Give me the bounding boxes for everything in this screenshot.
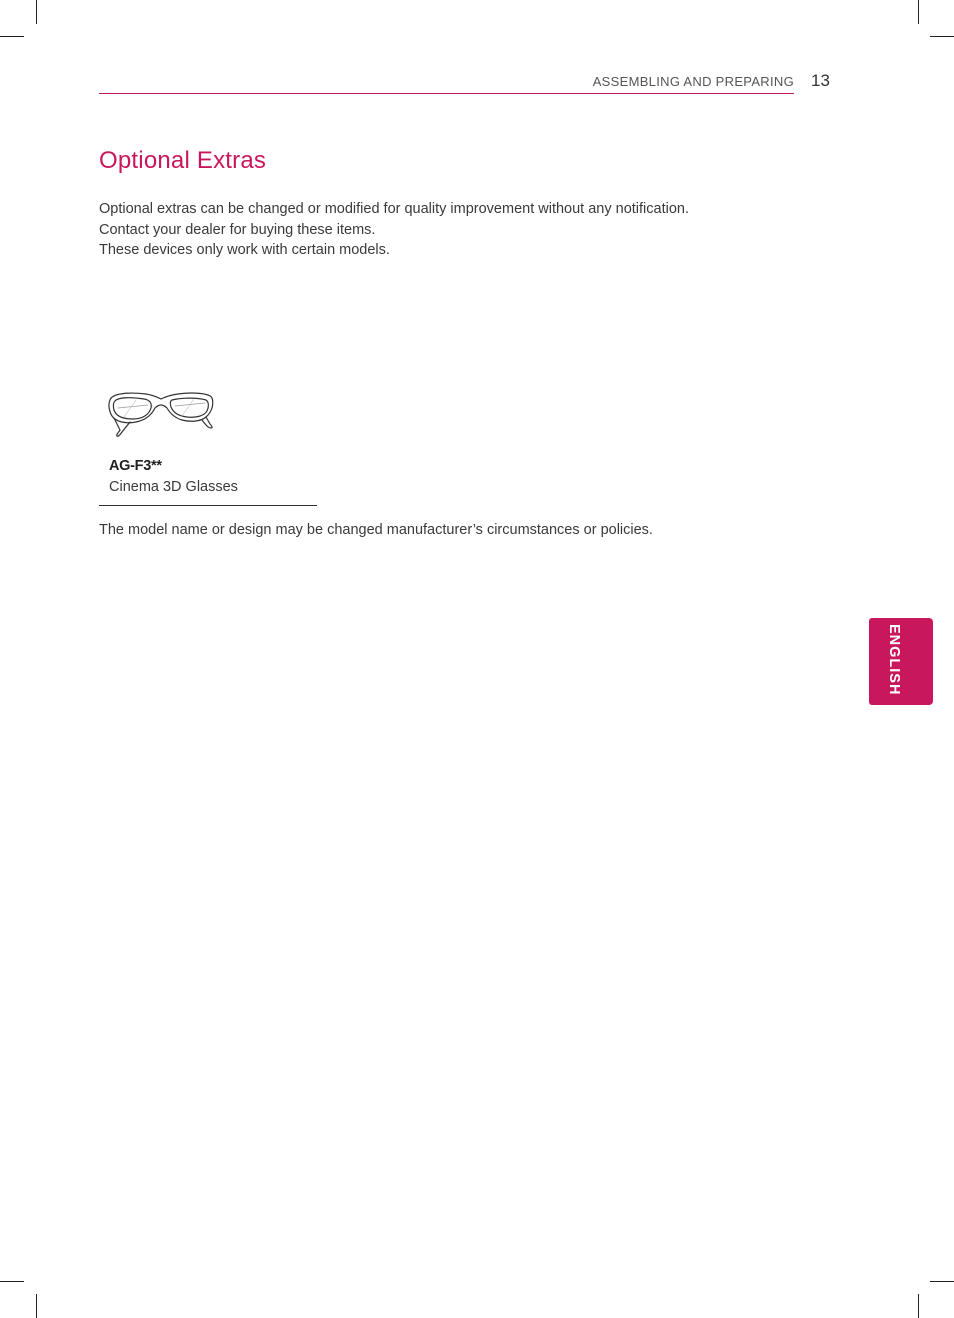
language-tab-label: ENGLISH (886, 624, 902, 696)
crop-mark-bottom-left-v (36, 1294, 37, 1318)
model-description: Cinema 3D Glasses (109, 479, 238, 495)
page-number: 13 (811, 71, 830, 90)
language-tab (869, 618, 933, 705)
crop-mark-top-right-h (930, 36, 954, 37)
model-number: AG-F3** (109, 458, 162, 474)
3d-glasses-icon (106, 386, 218, 447)
page-title: Optional Extras (99, 147, 267, 174)
section-label: ASSEMBLING AND PREPARING (592, 74, 794, 89)
item-divider (99, 505, 317, 506)
intro-line: These devices only work with certain models. (99, 242, 390, 258)
crop-mark-bottom-right-v (918, 1294, 919, 1318)
intro-line: Contact your dealer for buying these items. (99, 221, 376, 238)
crop-mark-top-left-h (0, 36, 24, 37)
crop-mark-top-right-v (918, 0, 919, 24)
crop-mark-bottom-right-h (930, 1281, 954, 1282)
crop-mark-bottom-left-h (0, 1281, 24, 1282)
header-rule (99, 93, 794, 94)
intro-paragraph (99, 199, 689, 261)
crop-mark-top-left-v (36, 0, 37, 24)
disclaimer-note: The model name or design may be changed manufacturer’s circumstances or policies. (99, 522, 653, 538)
intro-line: Optional extras can be changed or modified for quality improvement without any notification. (99, 201, 689, 217)
